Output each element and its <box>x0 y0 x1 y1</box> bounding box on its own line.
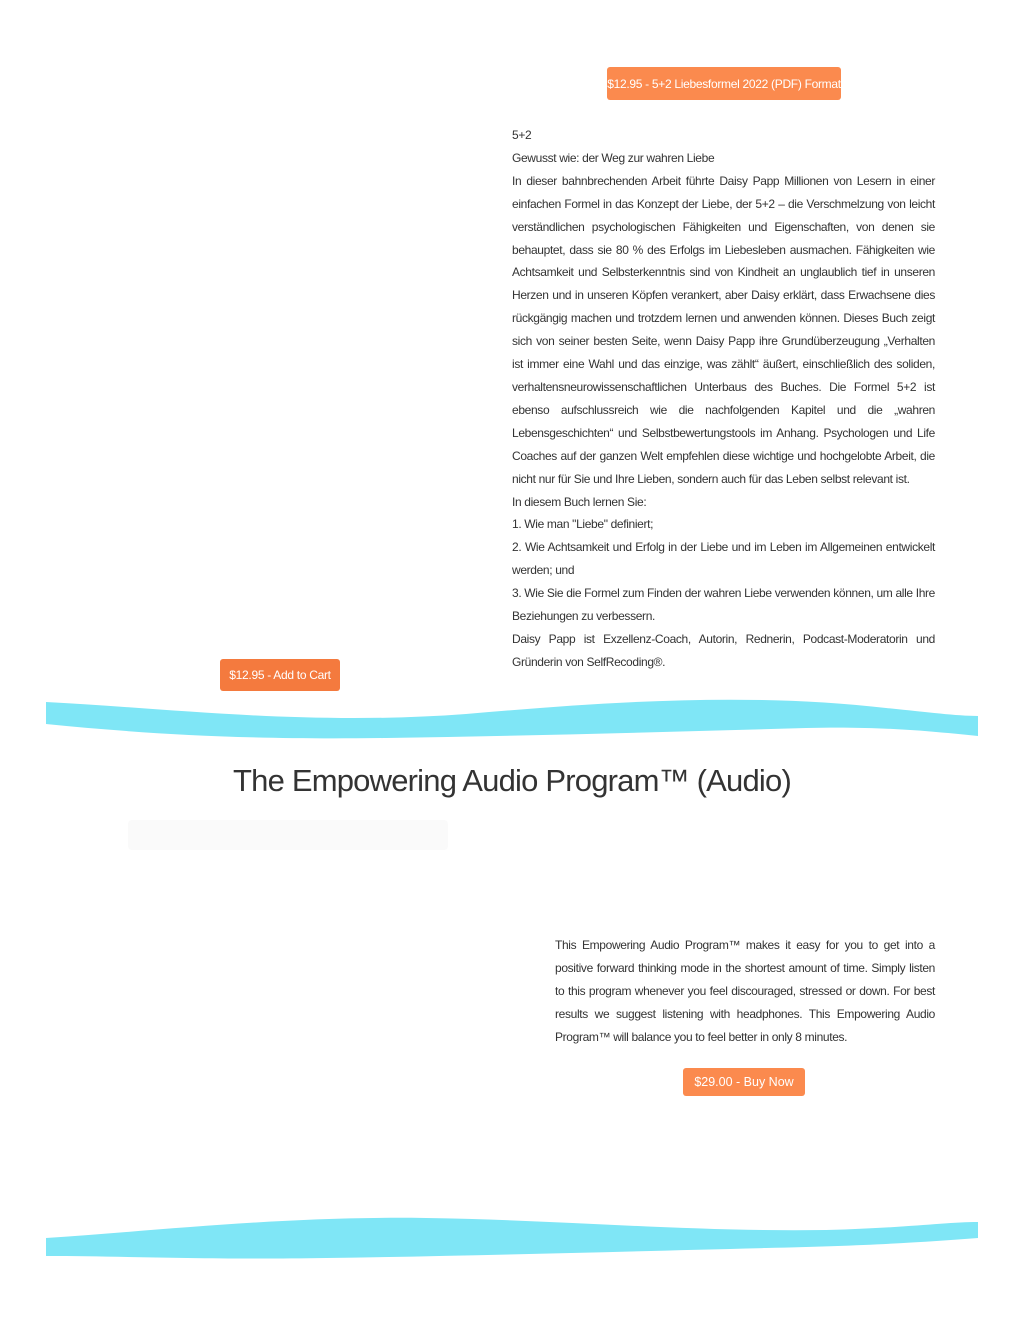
wave-divider-top <box>46 690 978 744</box>
audio-description <box>555 934 935 1049</box>
book-learn-heading: In diesem Buch lernen Sie: <box>512 494 647 509</box>
book-learn-item-1: 1. Wie man "Liebe" definiert; <box>512 517 654 532</box>
buy-now-button[interactable]: $29.00 - Buy Now <box>683 1068 805 1096</box>
book-description-paragraph: In dieser bahnbrechenden Arbeit führte Daisy Papp Millionen von Lesern in einer einfachen Formel in das Konzept der Liebe, der 5+2 – die Verschmelzung von leicht verständlichen psychologischen Fähigkeiten und Eigenschaften, von denen sie behauptet, dass sie 80 % des Erfolgs im Liebesleben ausmachen. Fähigkeiten wie Achtsamkeit und Selbsterkenntnis sind von Kindheit an unglaublich tief in unseren Herzen und in unseren Köpfen verankert, aber Daisy erklärt, dass Erwachsene dies rückgängig machen und trotzdem lernen und anwenden können. Dieses Buch zeigt sich von seiner besten Seite, wenn Daisy Papp ihre Grundüberzeugung „Verhalten ist immer eine Wahl und das einzige, was zählt“ äußert, einschließlich des soliden, verhaltensneurowissenschaftlichen Unterbaus des Buches. Die Formel 5+2 ist ebenso aufschlussreich wie die nachfolgenden Kapitel und die „wahren Lebensgeschichten“ und Selbstbewertungstools im Anhang. Psychologen und Life Coaches auf der ganzen Welt empfehlen diese wichtige und hochgelobte Arbeit, die nicht nur für Sie und Ihre Lieben, sondern auch für das Leben selbst relevant ist. <box>512 173 935 486</box>
book-title-line: 5+2 <box>512 128 532 142</box>
author-bio: Daisy Papp ist Exzellenz-Coach, Autorin, Rednerin, Podcast-Moderatorin und Gründerin von SelfRecoding®. <box>512 631 935 669</box>
book-description <box>512 124 935 674</box>
faded-logo-watermark <box>128 820 448 850</box>
add-to-cart-button[interactable]: $12.95 - Add to Cart <box>220 659 340 691</box>
audio-program-title: The Empowering Audio Program™ (Audio) <box>233 763 791 798</box>
wave-divider-bottom <box>46 1212 978 1262</box>
book-subtitle-line: Gewusst wie: der Weg zur wahren Liebe <box>512 150 715 165</box>
book-learn-item-2: 2. Wie Achtsamkeit und Erfolg in der Liebe und im Leben im Allgemeinen entwickelt werden; und <box>512 540 935 578</box>
pdf-format-button[interactable]: $12.95 - 5+2 Liebesformel 2022 (PDF) Format <box>607 67 841 100</box>
audio-description-paragraph: This Empowering Audio Program™ makes it easy for you to get into a positive forward thinking mode in the shortest amount of time. Simply listen to this program whenever you feel discouraged, stressed or down. For best results we suggest listening with headphones. This Empowering Audio Program™ will balance you to feel better in only 8 minutes. <box>555 938 935 1044</box>
book-learn-item-3: 3. Wie Sie die Formel zum Finden der wahren Liebe verwenden können, um alle Ihre Beziehungen zu verbessern. <box>512 586 935 624</box>
